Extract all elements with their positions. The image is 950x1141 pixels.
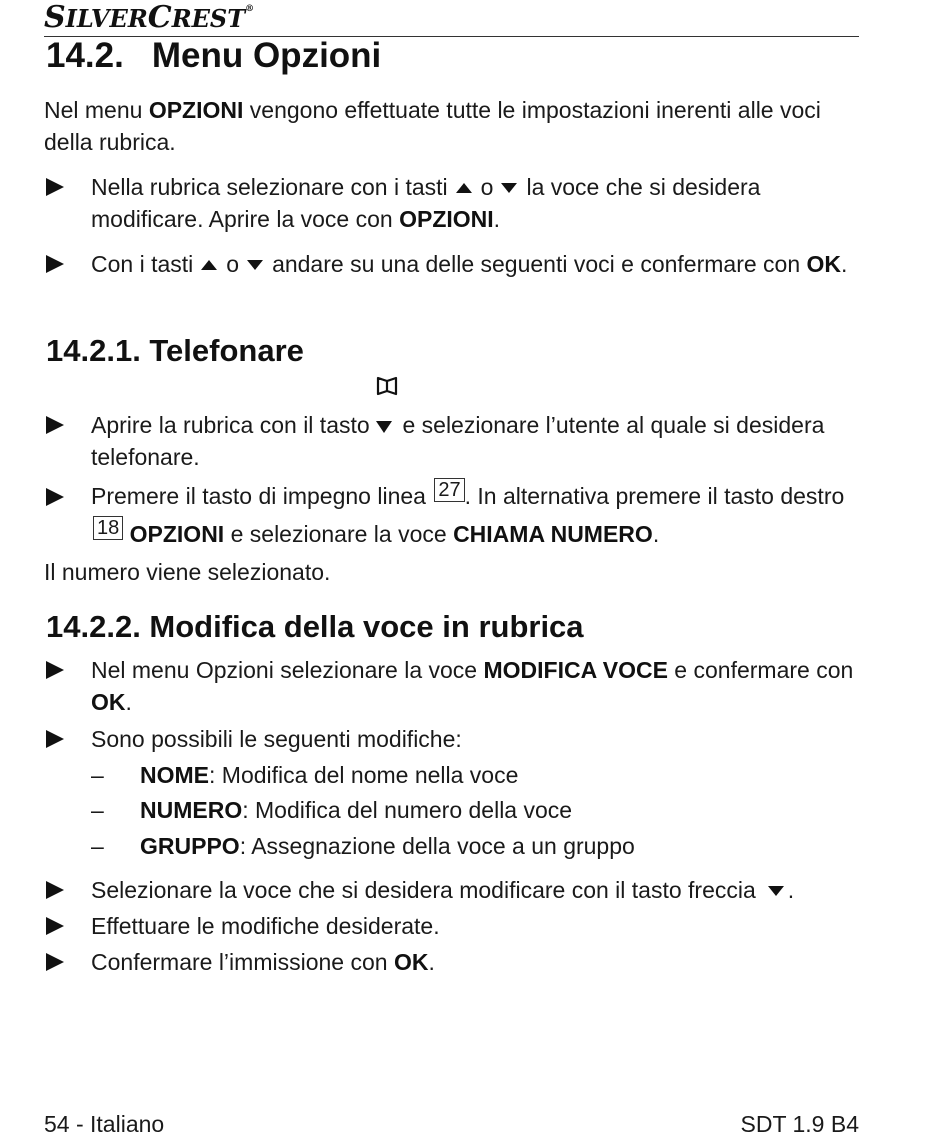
list-item: Selezionare la voce che si desidera modificare con il tasto freccia . <box>44 874 864 906</box>
list-item: Nella rubrica selezionare con i tasti o la voce che si desidera modificare. Aprire la voce con OPZIONI. <box>44 171 864 235</box>
key-number-badge: 18 <box>93 516 123 540</box>
list-item: Sono possibili le seguenti modifiche: <box>44 723 864 755</box>
option-item: – GRUPPO: Assegnazione della voce a un gruppo <box>91 833 635 859</box>
brand-logo: SILVERCREST® <box>44 0 255 35</box>
list-item: Aprire la rubrica con il tasto e selezionare l’utente al quale si desidera telefonare. <box>44 409 864 473</box>
bullet-triangle-icon <box>46 730 64 748</box>
list-item: Con i tasti o andare su una delle seguenti voci e confermare con OK. <box>44 248 864 280</box>
phonebook-icon <box>376 373 398 405</box>
intro-paragraph: Nel menu OPZIONI vengono effettuate tutte le impostazioni inerenti alle voci della rubrica. <box>44 97 821 155</box>
list-item: Premere il tasto di impegno linea 27 . In alternativa premere il tasto destro 18 OPZIONI e selezionare la voce CHIAMA NUMERO. <box>44 477 864 553</box>
down-arrow-icon <box>247 260 263 272</box>
option-item: – NUMERO: Modifica del numero della voce <box>91 797 573 823</box>
down-arrow-icon <box>376 421 392 433</box>
option-item: – NOME: Modifica del nome nella voce <box>91 762 519 788</box>
bullet-triangle-icon <box>46 881 64 899</box>
up-arrow-icon <box>201 260 217 272</box>
list-item: Nel menu Opzioni selezionare la voce MODIFICA VOCE e confermare con OK. <box>44 654 864 718</box>
list-item: Confermare l’immissione con OK. <box>44 946 864 978</box>
bullet-triangle-icon <box>46 416 64 434</box>
down-arrow-icon <box>501 183 517 195</box>
result-text: Il numero viene selezionato. <box>44 559 331 585</box>
down-arrow-icon <box>768 886 784 898</box>
bullet-triangle-icon <box>46 917 64 935</box>
bullet-triangle-icon <box>46 488 64 506</box>
footer-model-label: SDT 1.9 B4 <box>740 1111 859 1137</box>
bullet-triangle-icon <box>46 661 64 679</box>
list-item: Effettuare le modifiche desiderate. <box>44 910 864 942</box>
bullet-triangle-icon <box>46 178 64 196</box>
subsection-title-telefonare: 14.2.1. Telefonare <box>46 333 304 368</box>
subsection-title-modifica: 14.2.2. Modifica della voce in rubrica <box>46 609 584 644</box>
section-title: 14.2. Menu Opzioni <box>46 36 382 75</box>
bullet-triangle-icon <box>46 255 64 273</box>
up-arrow-icon <box>456 183 472 195</box>
key-number-badge: 27 <box>434 478 464 502</box>
bullet-triangle-icon <box>46 953 64 971</box>
footer-page-label: 54 - Italiano <box>44 1111 165 1137</box>
